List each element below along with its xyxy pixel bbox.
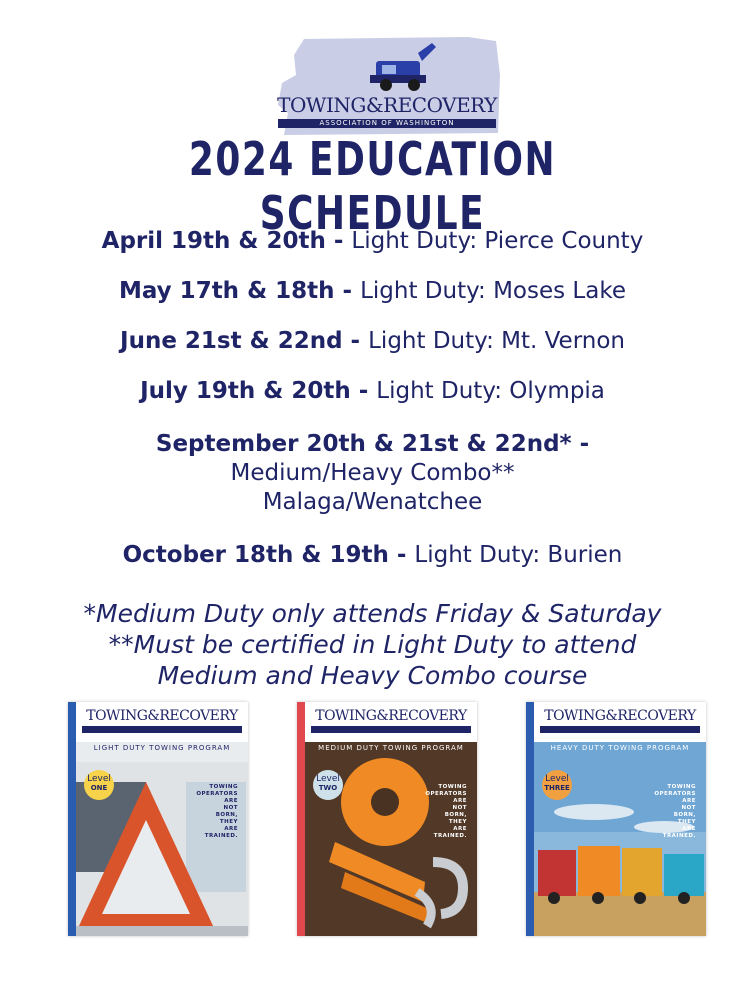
footnote: Medium and Heavy Combo course [157,661,588,690]
schedule-description: Light Duty: Pierce County [351,228,644,254]
schedule-item-june [0,328,745,354]
schedule-item-september [0,431,745,457]
schedule-date: May 17th & 18th - [118,278,361,304]
book-cover-heavy-duty [526,702,706,936]
schedule-description: Light Duty: Moses Lake [360,278,626,304]
page-title: 2024 EDUCATION SCHEDULE [188,132,557,240]
book-level-badge: Level THREE [542,770,572,800]
schedule-description: Light Duty: Burien [414,542,623,568]
schedule-date: October 18th & 19th - [122,542,415,568]
book-header: TOWING&RECOVERY [315,708,467,724]
schedule-item-october [0,542,745,568]
schedule-item-april [0,228,745,254]
schedule-description-line-1: Medium/Heavy Combo** [230,460,515,486]
book-program: LIGHT DUTY TOWING PROGRAM [93,744,231,752]
book-program: HEAVY DUTY TOWING PROGRAM [550,744,690,752]
schedule-item-july [0,378,745,404]
book-header-bar [540,726,700,733]
book-tagline: TOWING OPERATORS ARE NOT BORN, THEY ARE TRAINED. [654,784,696,839]
schedule-date: April 19th & 20th - [101,228,352,254]
book-spine [68,702,76,936]
book-level-badge: Level ONE [84,770,114,800]
book-header-bar [311,726,471,733]
footnote: **Must be certified in Light Duty to attend [108,630,637,659]
book-cover-medium-duty [297,702,477,936]
book-header-bar [82,726,242,733]
book-spine [526,702,534,936]
schedule-description: Light Duty: Mt. Vernon [368,328,625,354]
book-level-badge: Level TWO [313,770,343,800]
logo-subtitle: ASSOCIATION OF WASHINGTON [278,119,496,128]
association-logo [272,35,502,135]
footnotes [0,598,745,691]
schedule-item-may [0,278,745,304]
book-program: MEDIUM DUTY TOWING PROGRAM [318,744,464,752]
schedule-date: September 20th & 21st & 22nd* - [155,431,590,457]
book-spine [297,702,305,936]
schedule-description-line-2: Malaga/Wenatchee [262,489,483,515]
schedule-description: Light Duty: Olympia [376,378,605,404]
book-tagline: TOWING OPERATORS ARE NOT BORN, THEY ARE TRAINED. [425,784,467,839]
schedule-date: July 19th & 20th - [140,378,377,404]
logo-wordmark: TOWING&RECOVERY [277,93,497,117]
book-header: TOWING&RECOVERY [544,708,696,724]
book-cover-light-duty [68,702,248,936]
schedule-date: June 21st & 22nd - [120,328,369,354]
footnote: *Medium Duty only attends Friday & Saturday [83,599,662,628]
book-header: TOWING&RECOVERY [86,708,238,724]
book-tagline: TOWING OPERATORS ARE NOT BORN, THEY ARE TRAINED. [196,784,238,839]
